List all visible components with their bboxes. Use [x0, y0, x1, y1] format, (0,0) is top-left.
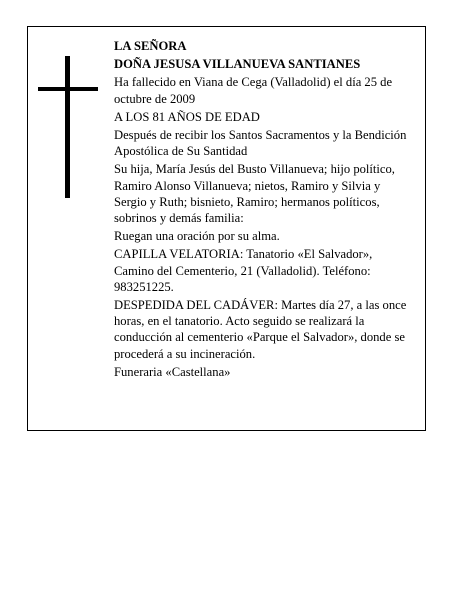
- funeral-home-line: Funeraria «Castellana»: [114, 364, 231, 379]
- age-line: A LOS 81 AÑOS DE EDAD: [114, 109, 260, 124]
- obituary-text: [114, 38, 414, 382]
- cross-vertical-bar: [65, 56, 70, 198]
- chapel-line: CAPILLA VELATORIA: Tanatorio «El Salvador», Camino del Cementerio, 21 (Valladolid). Teléfono: 983251225.: [114, 247, 373, 294]
- family-line: Su hija, María Jesús del Busto Villanueva; hijo político, Ramiro Alonso Villanueva; nietos, Ramiro y Silvia y Sergio y Ruth; bisnieto, Ramiro; hermanos políticos, sobrinos y demás familia:: [114, 162, 395, 226]
- death-details: Ha fallecido en Viana de Cega (Valladolid) el día 25 de octubre de 2009: [114, 75, 393, 106]
- deceased-name: DOÑA JESUSA VILLANUEVA SANTIANES: [114, 57, 361, 72]
- latin-cross-icon: [38, 56, 98, 198]
- prayer-line: Ruegan una oración por su alma.: [114, 229, 280, 244]
- cross-horizontal-bar: [38, 87, 98, 91]
- farewell-line: DESPEDIDA DEL CADÁVER: Martes día 27, a las once horas, en el tanatorio. Acto seguido se realizará la conducción al cementerio «Parque el Salvador», donde se procederá a su incineración.: [114, 298, 407, 361]
- title-line-1: LA SEÑORA: [114, 39, 187, 53]
- sacraments-line: Después de recibir los Santos Sacramentos y la Bendición Apostólica de Su Santidad: [114, 128, 407, 159]
